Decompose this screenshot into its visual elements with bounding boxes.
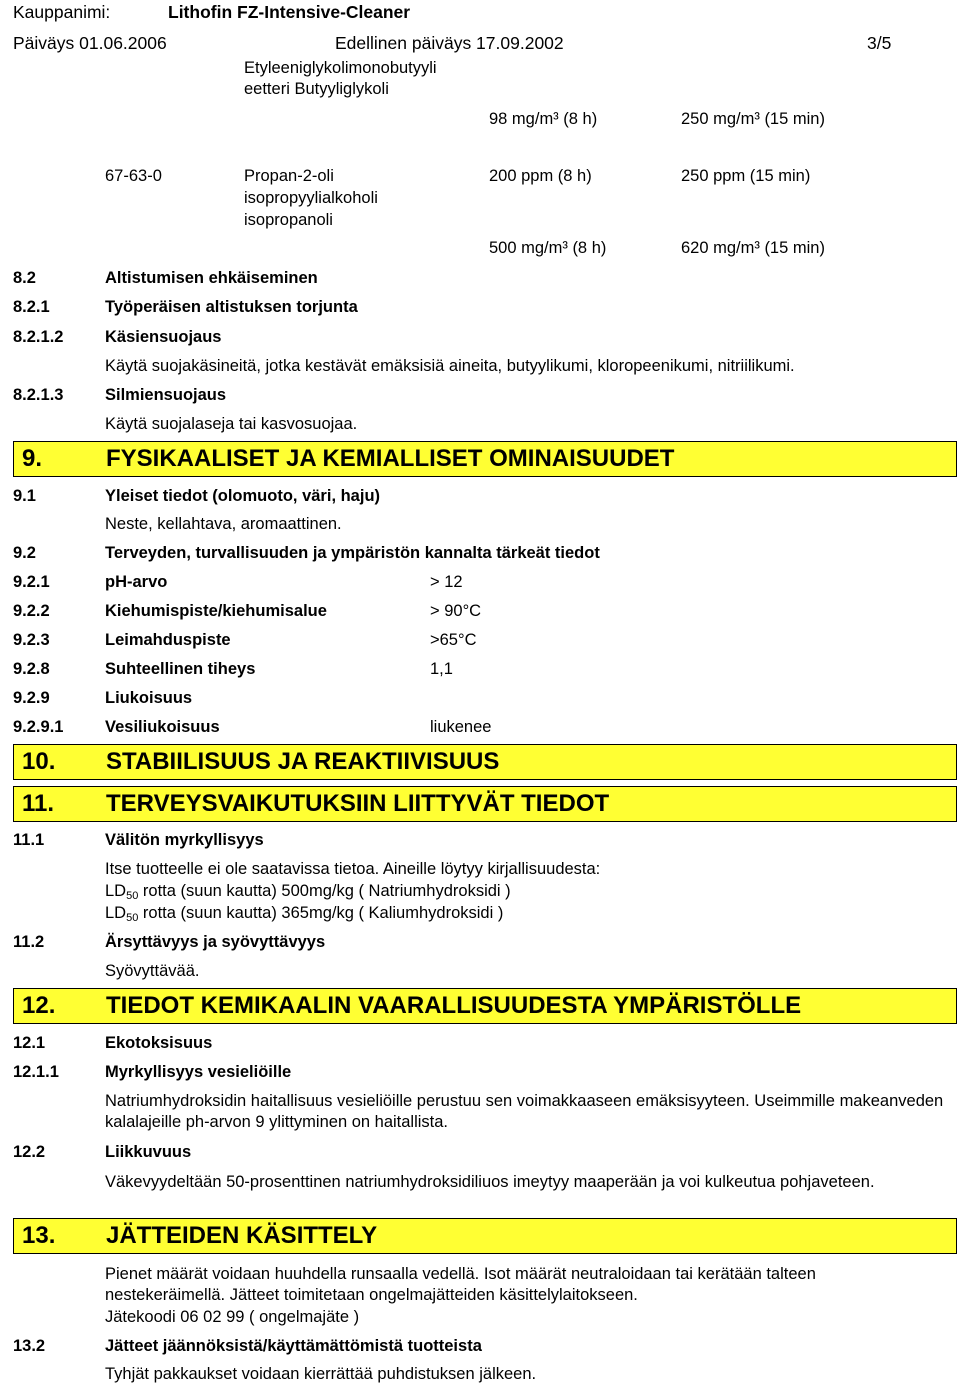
page-number: 3/5 xyxy=(867,33,892,53)
subsection-title: Työperäisen altistuksen torjunta xyxy=(105,298,358,316)
section-title: FYSIKAALISET JA KEMIALLISET OMINAISUUDET xyxy=(106,445,675,472)
subsection-title: Terveyden, turvallisuuden ja ympäristön kannalta tärkeät tiedot xyxy=(105,544,600,562)
ld-text: rotta (suun kautta) 365mg/kg ( Kaliumhydroksidi ) xyxy=(138,904,504,922)
substance-name: Propan-2-oli xyxy=(244,167,334,185)
ld50-line xyxy=(105,903,503,923)
paragraph: Käytä suojakäsineitä, jotka kestävät emäksisiä aineita, butyylikumi, kloropeenikumi, nitriilikumi. xyxy=(105,357,795,375)
limit-mg-8h: 500 mg/m³ (8 h) xyxy=(489,239,607,257)
section-number: 11. xyxy=(22,790,55,817)
substance-name: isopropyylialkoholi xyxy=(244,189,378,207)
property-label: Liukoisuus xyxy=(105,689,193,707)
property-number: 9.2.9 xyxy=(13,689,50,707)
subsection-number: 12.1.1 xyxy=(13,1063,59,1081)
subsection-title: Välitön myrkyllisyys xyxy=(105,831,264,849)
section-number: 9. xyxy=(22,445,43,472)
subsection-number: 9.1 xyxy=(13,487,36,505)
limit-mg-15min: 620 mg/m³ (15 min) xyxy=(681,239,825,257)
ld-prefix: LD xyxy=(105,882,127,900)
subsection-number: 8.2.1.3 xyxy=(13,386,64,404)
property-value: liukenee xyxy=(430,718,492,736)
section-header-9 xyxy=(13,441,957,477)
subsection-number: 12.2 xyxy=(13,1143,46,1161)
subsection-number: 11.2 xyxy=(13,933,45,951)
waste-code: Jätekoodi 06 02 99 ( ongelmajäte ) xyxy=(105,1308,360,1326)
section-header-10 xyxy=(13,744,957,780)
ld-subscript: 50 xyxy=(126,890,139,902)
section-header-12 xyxy=(13,988,957,1024)
section-title: TERVEYSVAIKUTUKSIIN LIITTYVÄT TIEDOT xyxy=(106,790,610,817)
section-title: STABIILISUUS JA REAKTIIVISUUS xyxy=(106,748,500,775)
substance-name: Etyleeniglykolimonobutyyli xyxy=(244,59,437,77)
product-name: Lithofin FZ-Intensive-Cleaner xyxy=(168,2,411,22)
subsection-number: 8.2.1 xyxy=(13,298,50,316)
limit-8h: 98 mg/m³ (8 h) xyxy=(489,110,598,128)
property-label: Kiehumispiste/kiehumisalue xyxy=(105,602,327,620)
section-header-13 xyxy=(13,1218,957,1254)
subsection-title: Jätteet jäännöksistä/käyttämättömistä tuotteista xyxy=(105,1337,482,1355)
subsection-title: Myrkyllisyys vesieliöille xyxy=(105,1063,292,1081)
section-header-11 xyxy=(13,786,957,822)
paragraph: Natriumhydroksidin haitallisuus vesieliöille perustuu sen voimakkaaseen emäksisyyteen. Useimmille makeanveden kalalajeille ph-arvon 9 ylittyminen on haitallista. xyxy=(105,1092,944,1131)
property-number: 9.2.3 xyxy=(13,631,50,649)
cas-number: 67-63-0 xyxy=(105,167,162,185)
limit-ppm-15min: 250 ppm (15 min) xyxy=(681,167,811,185)
subsection-title: Yleiset tiedot (olomuoto, väri, haju) xyxy=(105,487,381,505)
subsection-title: Ärsyttävyys ja syövyttävyys xyxy=(105,933,326,951)
product-label: Kauppanimi: xyxy=(13,2,111,22)
paragraph: Väkevyydeltään 50-prosenttinen natriumhydroksidiliuos imeytyy maaperään ja voi kulkeutua pohjaveteen. xyxy=(105,1173,875,1191)
property-label: Suhteellinen tiheys xyxy=(105,660,256,678)
ld50-line xyxy=(105,881,511,901)
limit-ppm-8h: 200 ppm (8 h) xyxy=(489,167,592,185)
property-value: 1,1 xyxy=(430,660,453,678)
property-number: 9.2.2 xyxy=(13,602,50,620)
section-number: 12. xyxy=(22,992,56,1019)
ld-text: rotta (suun kautta) 500mg/kg ( Natriumhydroksidi ) xyxy=(138,882,511,900)
limit-15min: 250 mg/m³ (15 min) xyxy=(681,110,825,128)
subsection-number: 13.2 xyxy=(13,1337,46,1355)
property-number: 9.2.9.1 xyxy=(13,718,64,736)
ld-subscript: 50 xyxy=(126,912,139,924)
paragraph: Pienet määrät voidaan huuhdella runsaalla vedellä. Isot määrät neutraloidaan tai kerätään talteen nestekeräimellä. Jätteet toimitetaan ongelmajätteiden käsittelylaitokseen. xyxy=(105,1265,816,1304)
document-date: Päiväys 01.06.2006 xyxy=(13,33,167,53)
paragraph: Neste, kellahtava, aromaattinen. xyxy=(105,515,342,533)
property-number: 9.2.1 xyxy=(13,573,50,591)
paragraph: Syövyttävää. xyxy=(105,962,200,980)
property-number: 9.2.8 xyxy=(13,660,50,678)
paragraph: Itse tuotteelle ei ole saatavissa tietoa. Aineille löytyy kirjallisuudesta: xyxy=(105,860,601,878)
subsection-number: 12.1 xyxy=(13,1034,46,1052)
subsection-title: Silmiensuojaus xyxy=(105,386,227,404)
subsection-number: 8.2.1.2 xyxy=(13,328,64,346)
property-value: >65°C xyxy=(430,631,477,649)
subsection-title: Käsiensuojaus xyxy=(105,328,222,346)
paragraph: Tyhjät pakkaukset voidaan kierrättää puhdistuksen jälkeen. xyxy=(105,1365,537,1383)
property-value: > 90°C xyxy=(430,602,482,620)
subsection-number: 8.2 xyxy=(13,269,36,287)
substance-name: isopropanoli xyxy=(244,211,333,229)
paragraph: Käytä suojalaseja tai kasvosuojaa. xyxy=(105,415,358,433)
section-number: 13. xyxy=(22,1222,56,1249)
section-title: JÄTTEIDEN KÄSITTELY xyxy=(106,1222,378,1249)
subsection-title: Ekotoksisuus xyxy=(105,1034,213,1052)
property-value: > 12 xyxy=(430,573,463,591)
subsection-title: Liikkuvuus xyxy=(105,1143,192,1161)
property-label: Leimahduspiste xyxy=(105,631,231,649)
subsection-number: 11.1 xyxy=(13,831,45,849)
subsection-title: Altistumisen ehkäiseminen xyxy=(105,269,318,287)
previous-date: Edellinen päiväys 17.09.2002 xyxy=(335,33,564,53)
section-number: 10. xyxy=(22,748,56,775)
substance-name: eetteri Butyyliglykoli xyxy=(244,80,389,98)
subsection-number: 9.2 xyxy=(13,544,36,562)
property-label: Vesiliukoisuus xyxy=(105,718,220,736)
section-title: TIEDOT KEMIKAALIN VAARALLISUUDESTA YMPÄRISTÖLLE xyxy=(106,992,802,1019)
ld-prefix: LD xyxy=(105,904,127,922)
property-label: pH-arvo xyxy=(105,573,168,591)
